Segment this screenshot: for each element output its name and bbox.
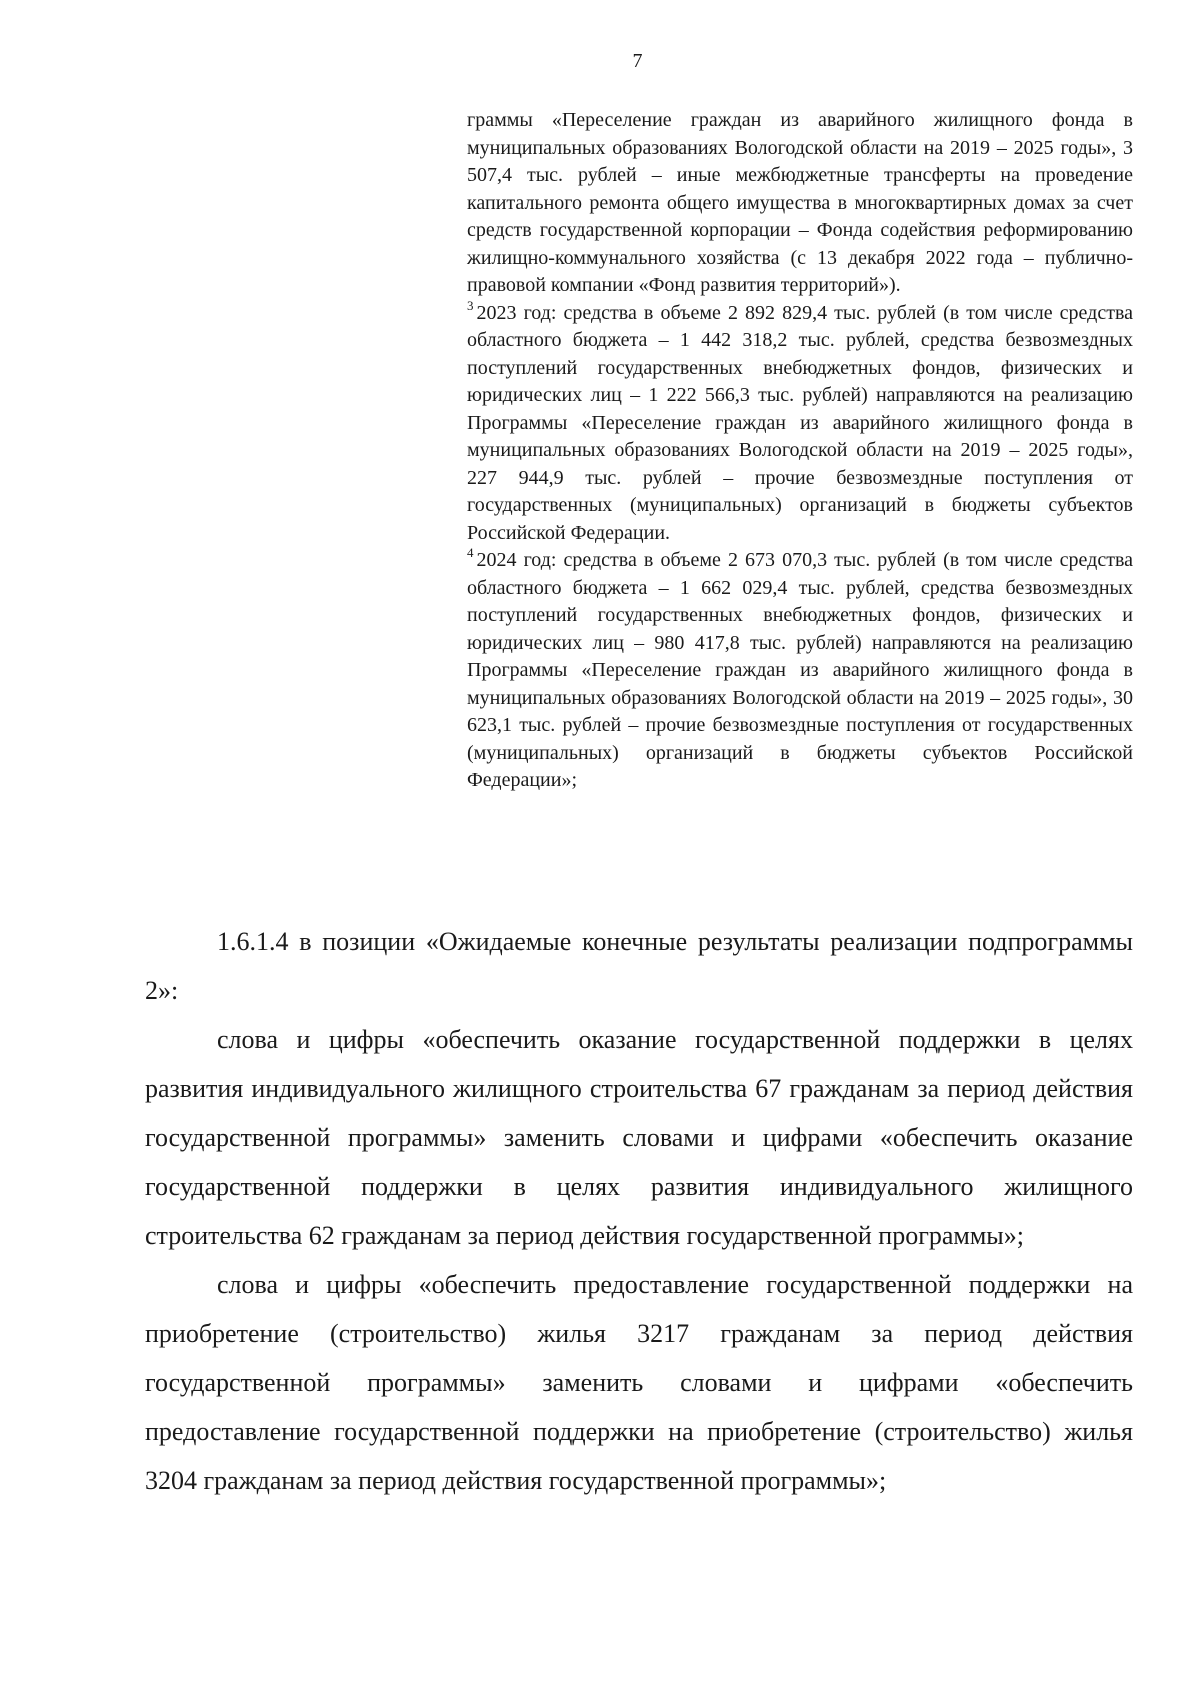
footnote-marker-3: 3 xyxy=(467,297,474,313)
page-number: 7 xyxy=(632,50,643,72)
paragraph-1: слова и цифры «обеспечить оказание государственной поддержки в целях развития индивидуального жилищного строительства 67 гражданам за период действия государственной программы» заменить словами и цифрами «обеспечить оказание государственной поддержки в целях развития индивидуального жилищного строительства 62 гражданам за период действия государственной программы»; xyxy=(145,1025,1133,1250)
paragraph-2: слова и цифры «обеспечить предоставление государственной поддержки на приобретение (строительство) жилья 3217 гражданам за период действия государственной программы» заменить словами и цифрами «обеспечить предоставление государственной поддержки на приобретение (строительство) жилья 3204 гражданам за период действия государственной программы»; xyxy=(145,1270,1133,1495)
footnote-3 xyxy=(467,297,1133,548)
footnote-4 xyxy=(467,547,1133,795)
footnotes-block xyxy=(467,107,1133,795)
footnote-marker-4: 4 xyxy=(467,545,474,560)
footnote-text-4: 2024 год: средства в объеме 2 673 070,3 тыс. рублей (в том числе средства областного бюджета – 1 662 029,4 тыс. рублей, средства безвозмездных поступлений государственных внебюджетных фондов, физических и юридических лиц – 980 417,8 тыс. рублей) направляются на реализацию Программы «Переселение граждан из аварийного жилищного фонда в муниципальных образованиях Вологодской области на 2019 – 2025 годы», 30 623,1 тыс. рублей – прочие безвозмездные поступления от государственных (муниципальных) организаций в бюджеты субъектов Российской Федерации»; xyxy=(467,549,1133,791)
item-heading: 1.6.1.4 в позиции «Ожидаемые конечные результаты реализации подпрограммы 2»: xyxy=(145,927,1133,1005)
footnote-text-3: 2023 год: средства в объеме 2 892 829,4 тыс. рублей (в том числе средства областного бюджета – 1 442 318,2 тыс. рублей, средства безвозмездных поступлений государственных внебюджетных фондов, физических и юридических лиц – 1 222 566,3 тыс. рублей) направляются на реализацию Программы «Переселение граждан из аварийного жилищного фонда в муниципальных образованиях Вологодской области на 2019 – 2025 годы», 227 944,9 тыс. рублей – прочие безвозмездные поступления от государственных (муниципальных) организаций в бюджеты субъектов Российской Федерации. xyxy=(467,301,1133,544)
footnote-continuation: граммы «Переселение граждан из аварийного жилищного фонда в муниципальных образованиях Вологодской области на 2019 – 2025 годы», 3 507,4 тыс. рублей – иные межбюджетные трансферты на проведение капитального ремонта общего имущества в многоквартирных домах за счет средств государственной корпорации – Фонда содействия реформированию жилищно-коммунального хозяйства (с 13 декабря 2022 года – публично-правовой компании «Фонд развития территорий»). xyxy=(467,109,1133,296)
main-body xyxy=(145,917,1133,1505)
